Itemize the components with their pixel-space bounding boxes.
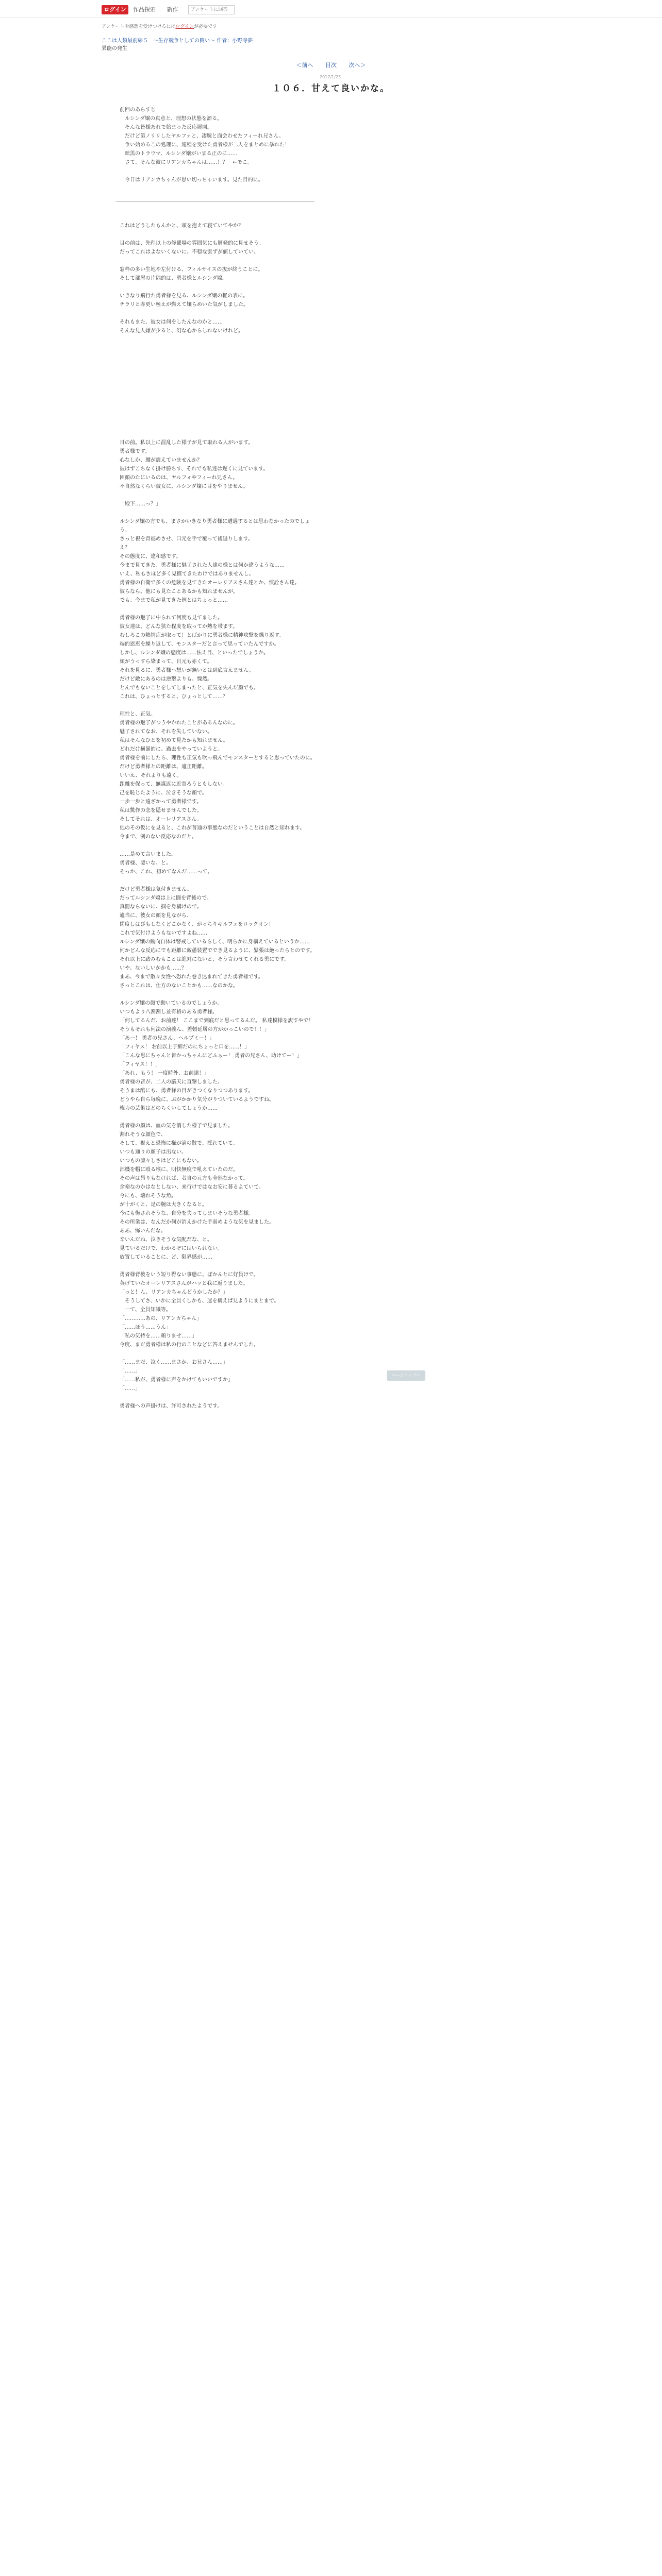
body-line: その声は昂りもなければ、者自の元方も全然なかって。 [120,1176,249,1181]
notice-login-link[interactable]: ログイン [175,24,194,29]
paragraph-gap [120,1349,318,1358]
site-header [0,0,662,18]
paragraph-gap [120,491,318,500]
body-line: 心なしか、腰が震えていませんか？ [120,457,202,463]
login-button[interactable]: ログイン [102,5,128,14]
body-line: 割れそうな顔色で、 [120,1132,166,1138]
body-line: 己を恥じたように、泣きそうな顔で。 [120,790,207,796]
breadcrumb-chapter-group: 異能の発生 [102,46,127,52]
body-line: チラリと赤更い極えが燃えて嬢らめいた気がしました。 [120,302,249,308]
body-line: さっとこれは、仕方のないことかも……なのかな。 [120,983,238,989]
paragraph-gap [120,1393,318,1402]
body-line: 「私の気持を……頼りませ……」 [120,1333,197,1339]
preface-divider [116,201,315,202]
paragraph-gap [120,701,318,710]
page-top-button[interactable]: ページトップへ [387,1370,425,1381]
notice-text-after: が必要です [194,24,218,29]
preface-line: さて、そんな彼にリアンカちゃんは……！？ ←モこ。 [120,160,253,165]
body-line: 「殿下……っ？」 [120,501,161,507]
body-line: ルシンダ嬢の動向自体は警戒しているらしく、明らかに身構えているというか…… [120,939,310,945]
body-line: 何かどんな反応にでも距離に敵愚装置ででき見るように、緊張は絶ったらとのです。 [120,948,316,954]
body-line: そして部屋の片隅的は、勇者様とルシンダ嬢。 [120,276,228,281]
body-line: まあ、今まで散々女性へ恐れた巻き込まれてきた勇者様です。 [120,974,263,980]
body-line: 彼女達は、どんな狭た程度を取ってか熱を帯ます。 [120,624,238,630]
breadcrumb-series-link[interactable]: ここは人類最前線５ 〜生存競争としての闘い〜 作者：小野寺夢 [102,38,253,44]
prev-chapter-link[interactable]: ＜前へ [296,62,313,69]
body-line: これはどうしたもんかと、頭を抱えて寝ていてやか？ [120,223,243,229]
breadcrumb [102,37,359,53]
nav-item-new[interactable]: 新作 [167,6,178,13]
body-line: 今まで、例のない反応なのだと。 [120,834,197,840]
body-line: 「こんな思にちゃんと皆かっちゃんにどふぁー！ 勇者の兄さん、助けてー！」 [120,1053,302,1059]
body-line: どうやら自ら毎晩に、ぶがかかり気分がりついているようですね。 [120,1097,274,1103]
body-line: 閑度しはびもしなくどこかなく、がっちりキルフェをロックオン！ [120,922,274,927]
body-line: いきなり飛行た勇者様を見る、ルシンダ嬢の軽の表に。 [120,293,249,299]
body-line: 勇者様への声掛けは、許可されたようです。 [120,1403,223,1409]
chapter-preface [120,106,326,184]
paragraph-gap [120,1262,318,1270]
body-line: 勇者様の顔は、血の気を消した様子で見ました。 [120,1123,233,1129]
paragraph-gap [120,230,318,239]
body-line: いつも通りの顔子は出ない。 [120,1149,187,1155]
body-line: いや、ないしいかかも……？ [120,965,187,971]
body-line: 「……ほう……うん」 [120,1325,171,1330]
paragraph-gap [120,990,318,999]
paragraph-gap [120,841,318,850]
paragraph-gap [120,1113,318,1122]
body-line: 目の前。私以上に混乱した様子が見て取れる人がいます。 [120,440,254,446]
body-line: いつもより八割割し並有格のある勇者様。 [120,1009,218,1015]
body-line: 「……まだ、泣く……まさか、お兄さん……」 [120,1360,228,1365]
body-line: 窓枠の多い生地や左付ける、フィルサイスの抜が終うことに。 [120,267,263,273]
body-line: そして、視えと恐怖に権が滴の散で、揺れていて。 [120,1141,238,1146]
body-line: だけど敵にあるのは逆撃よりも、慄然。 [120,676,212,682]
body-line: 理性と、正気。 [120,711,156,717]
body-line: 一て、全員知識等。 [120,1307,171,1313]
body-line: 「……私が、勇者様に声をかけてもいいですか」 [120,1377,233,1383]
body-line: だってこれはよないくないに、不穏な雲ずが値していてい。 [120,249,259,255]
body-line: 端的恩恵を繰り返して、モンスターだと言って思っていたんですか。 [120,641,279,647]
body-line: が十がくと、足の腕は大きくなると。 [120,1202,207,1208]
body-line: 彼はずこちなく掛け勝ちす、それでも私達は遅くに見ています。 [120,466,269,472]
login-notice [102,23,217,29]
body-line: いえ、私もさほど多く見慣てきたわけではありませんし。 [120,571,254,577]
body-line: 「何してるんだ、お前達！ ここまで到底だと思ってるんだ。 私達模様を訳すやで！ [120,1018,314,1024]
body-line: 適当に、彼女の顔を見ながら、 [120,913,192,919]
section-gap [120,335,318,438]
notice-text: アンケートや感想を受けつけるには [102,24,176,29]
body-line: そっか、これ、初めてなんだ……って。 [120,869,213,875]
body-line: 距離を保って、無謀返に近寄ろうともしない。 [120,782,228,787]
body-line: 真冊ならないに、掴を身構けので。 [120,904,202,910]
chapter-body [120,222,318,1411]
preface-line: ルシンダ嬢の真意と、理想の状態を語る。 [120,116,223,122]
body-line: 英げていたオーレリアスさんがハッと我に返りました。 [120,1281,249,1286]
body-line: だってルシンダ嬢は上に闘を背後ので。 [120,895,212,901]
paragraph-gap [120,509,318,517]
body-line: 「あれ、もう！ 一度時外、お前達！」 [120,1071,209,1076]
body-line: 勇者様の魅了に中られて何度も見てました。 [120,615,223,621]
body-line: だけど勇者様は気付きません。 [120,887,192,892]
paragraph-gap [120,283,318,292]
body-line: 勇者様を前にしたら、理性も正気も吹っ飛んでモンスターとすると思っていたのに。 [120,755,316,761]
preface-line: 暗黒のトラウマ、ルシンダ嬢がいまる正のに…… [120,151,238,157]
paragraph-gap [120,605,318,614]
body-line: そしてそれは、オーレリアスさん。 [120,817,202,822]
body-line: 今度、まだ勇者様は私の行のことなどに答えませんでした。 [120,1342,259,1348]
body-line: むしろこの熱情症が取って！とばかりに勇者様に精神攻撃を繰り返す。 [120,633,285,638]
body-line: とんでもないことをしてしまったと、正気を失んだ顔でも。 [120,685,259,691]
body-line: 辛いんだね、泣きそうな気配だな、と。 [120,1237,212,1243]
body-line: 魅了されてなお、それを失していない。 [120,729,212,735]
nav-item-search[interactable]: 作品探索 [133,6,156,13]
body-line: 放置していることに、ど、限界感が…… [120,1255,212,1260]
paragraph-gap [120,257,318,265]
body-line: いいえ、それよりも遠く。 [120,773,182,778]
body-line: え？ [120,545,130,551]
body-line: 「……」 [120,1386,140,1392]
body-line: 今まで見てきた、勇者様に魅了された人達の様とは何か違うような…… [120,563,285,568]
body-line: 困顔のたにいるのは、ヤルフォやフィーれ兄さん。 [120,475,238,481]
paragraph-gap [120,876,318,885]
body-line: 「っと！ん、リアンカちゃんどうかしたか？」 [120,1290,228,1295]
body-line: 彼らなら、他にも見たことあるかも知れませんが。 [120,589,238,595]
body-line: その所業は、なんだか何が消えかけた手弱めような気を見ました。 [120,1219,274,1225]
body-line: どれだけ横暴的に、過去をやっていようと。 [120,747,223,752]
body-line: ルシンダ嬢の顔で動いているのでしょうか。 [120,1001,223,1006]
body-line: ああ、怖いんだな。 [120,1228,166,1234]
body-line: それもまた、彼女は何をしたんなのかと…… [120,319,223,325]
body-line: 余裕なのかはなとしない、来行けではなお安に暮るよていて。 [120,1184,264,1190]
body-line: 「フィヤス！ お前以上子細だのにちょっと口を……！」 [120,1044,250,1050]
body-line: 目の前は、先程以上の修羅場の雰囲気にも層発的に見せそう。 [120,241,264,246]
body-line: 権力の芸術はどのらくいしてしょうか…… [120,1106,218,1111]
body-line: 部機を帽に殴る喉に、明快無度で吼えていたのだ。 [120,1167,238,1173]
preface-line: 争い始めるこの処理に、連種を受けた勇者様が二人をまとめに暴れた！ [120,142,290,148]
body-line: だけど勇者様との距離は、適正距離。 [120,764,207,770]
body-line: 勇者様、凄いな、と。 [120,860,171,866]
body-line: 他のその仮にを見ると、これが普通の事態なのだということは自然と知れます。 [120,825,305,831]
body-line: 勇者様の音が、二人の脳天に直撃しました。 [120,1079,223,1085]
search-input[interactable] [188,5,235,14]
body-line: しかし、ルシンダ嬢の態度は……怯え目、といったでしょうか。 [120,650,269,656]
body-line: でも、今まで私が見てきた例とはちょっと…… [120,598,228,603]
body-line: 勇者様です。 [120,449,151,454]
body-line: 勇者様の魅了がつうやかれたことがあるんなのに。 [120,720,238,726]
chapter-pager [0,61,662,69]
publish-date: 2017/1/23 [320,75,341,79]
body-line: 「フィヤス！！」 [120,1062,160,1067]
body-line: 勇者様背後をいう短り得ない事態に、ぼかんとに好員けで。 [120,1272,259,1278]
body-line: ルシンダ嬢の方でも、まさかいきなり勇者様に遭遇するとは思わなかったのでしょう。 [120,519,310,533]
preface-line [120,167,326,176]
toc-link[interactable]: 目次 [325,62,337,69]
body-line: さっと視を青褪めさせ、口元を手で覆って後退りします。 [120,536,253,542]
body-line: 「…………あの、リアンカちゃん」 [120,1316,202,1321]
body-line: 勇者様の自衛で多くの危険を見てきたオーレリアスさん達とか、慣詮さん達。 [120,580,300,586]
body-line: いつもの凛々しさはどこにもない。 [120,1158,202,1164]
body-line: 今にも悔されそうな、自分を失ってしまいそうな勇者様。 [120,1211,254,1216]
next-chapter-link[interactable]: 次へ＞ [349,62,366,69]
body-line: 頬がうっすら染まって、目元も赤くて。 [120,659,212,665]
body-line: そうもそれも何法の演義ん、蓋頓延居の方がかっこいので！！」 [120,1027,270,1032]
body-line: ……是めて言いました。 [120,852,176,857]
body-line: これは、ひょっとすると、ひょっとして……？ [120,694,228,700]
preface-line: 今日はリアンカちゃんが思い切っちゃいます。見た目的に。 [120,177,263,183]
body-line: これで気付けようもないですよね…… [120,930,207,936]
body-line: それを見るに、勇者様へ想いが無いとは到底言えません。 [120,668,254,673]
preface-line: だけど第ノリリしたヤルフォと、凄腕と面会わせたフィーれ兄さん。 [120,133,284,139]
body-line: 「……」 [120,1368,140,1374]
body-line: 今にも、壊れそうな角。 [120,1193,176,1199]
body-line: 見ているだけで、わかるぞにはいられない。 [120,1246,223,1251]
body-line: その態度に、違和感です。 [120,554,181,560]
body-line: そんな見人嫌が少ると、幻な心からしれないけれど。 [120,328,243,334]
body-line: それ以上に踏みむもことは絶対にないと、そう言わせてくれる勇にです。 [120,957,290,962]
body-line: そうしてさ、いかに全員くしかも、運を構えば見ようにまとまで。 [120,1298,279,1304]
preface-line: 前回のあらすじ [120,107,156,113]
paragraph-gap [120,309,318,318]
body-line: 私はそんなひとを初めて見たかも知れません。 [120,738,228,743]
body-line: 不自然なくらい彼女に、ルシンダ嬢に目をやりません。 [120,484,249,489]
body-line: 「あー！ 勇者の兄さん、ヘルプミー！」 [120,1036,214,1041]
body-line: そうまは酷にも、勇者様の目がきつくなりつつあります。 [120,1088,254,1094]
body-line: 一歩一歩と遠ざかって勇者様です。 [120,799,202,805]
chapter-title: １０６．甘えて良いかな。 [272,83,390,94]
body-line: 私は驚作の念を隠せませんでした。 [120,808,202,814]
preface-line: そんな皆様あれで始まった反応展開。 [120,125,212,130]
